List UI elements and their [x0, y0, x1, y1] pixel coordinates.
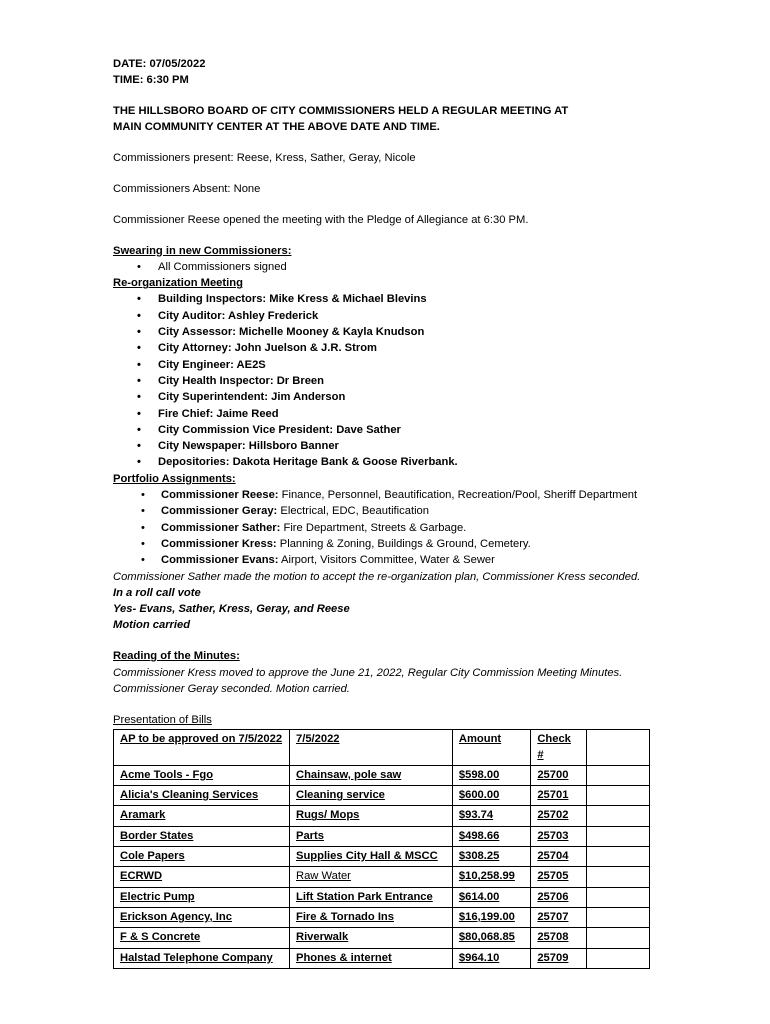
bill-amount: $308.25 [452, 847, 530, 867]
portfolio-duties: Fire Department, Streets & Garbage. [280, 521, 467, 534]
portfolio-commissioner: Commissioner Geray: [161, 505, 278, 518]
bill-amount: $614.00 [452, 887, 530, 907]
bill-vendor: ECRWD [114, 867, 290, 887]
bill-amount: $600.00 [452, 786, 530, 806]
reorg-heading: Re-organization Meeting [113, 277, 243, 290]
bill-vendor: Alicia's Cleaning Services [114, 786, 290, 806]
meeting-opening: Commissioner Reese opened the meeting with the Pledge of Allegiance at 6:30 PM. [113, 213, 529, 226]
bill-check: 25702 [531, 806, 586, 826]
bill-item: Lift Station Park Entrance [289, 887, 452, 907]
bills-header-row [114, 729, 650, 765]
portfolio-duties: Airport, Visitors Committee, Water & Sewer [278, 554, 495, 567]
bill-extra [586, 948, 649, 968]
bill-item: Raw Water [289, 867, 452, 887]
bill-extra [586, 847, 649, 867]
table-row [114, 765, 650, 785]
bill-amount: $498.66 [452, 826, 530, 846]
bill-extra [586, 786, 649, 806]
bill-check: 25705 [531, 867, 586, 887]
table-row [114, 806, 650, 826]
reorg-list [113, 291, 653, 470]
motion-carried: Motion carried [113, 619, 191, 632]
portfolio-commissioner: Commissioner Kress: [161, 537, 277, 550]
meeting-title-line1: THE HILLSBORO BOARD OF CITY COMMISSIONERS HELD A REGULAR MEETING AT [113, 105, 569, 118]
bill-vendor: Aramark [114, 806, 290, 826]
bill-amount: $80,068.85 [452, 928, 530, 948]
bill-check: 25701 [531, 786, 586, 806]
bill-extra [586, 765, 649, 785]
table-row [114, 887, 650, 907]
bill-vendor: Erickson Agency, Inc [114, 907, 290, 927]
bill-check: 25707 [531, 907, 586, 927]
bill-extra [586, 867, 649, 887]
reorg-item: • City Health Inspector: Dr Breen [113, 373, 653, 389]
portfolio-commissioner: Commissioner Evans: [161, 554, 279, 567]
vote-yes: Yes- Evans, Sather, Kress, Geray, and Reese [113, 603, 350, 616]
reorg-item: • City Newspaper: Hillsboro Banner [113, 438, 653, 454]
portfolio-duties: Electrical, EDC, Beautification [277, 505, 429, 518]
bill-item: Phones & internet [289, 948, 452, 968]
bill-vendor: F & S Concrete [114, 928, 290, 948]
bill-extra [586, 887, 649, 907]
bill-item: Supplies City Hall & MSCC [289, 847, 452, 867]
table-row [114, 847, 650, 867]
reorg-item: • City Engineer: AE2S [113, 357, 653, 373]
bill-vendor: Border States [114, 826, 290, 846]
reorg-item: • Fire Chief: Jaime Reed [113, 406, 653, 422]
portfolio-item [113, 487, 653, 503]
bill-item: Fire & Tornado Ins [289, 907, 452, 927]
bill-item: Cleaning service [289, 786, 452, 806]
table-row [114, 867, 650, 887]
portfolio-item [113, 552, 653, 568]
swearing-item: • All Commissioners signed [113, 259, 653, 275]
reorg-item: • City Superintendent: Jim Anderson [113, 389, 653, 405]
header-date: 7/5/2022 [289, 729, 452, 765]
header-check: Check # [531, 729, 586, 765]
bill-amount: $964.10 [452, 948, 530, 968]
reorg-item: • City Commission Vice President: Dave Sather [113, 422, 653, 438]
bill-extra [586, 928, 649, 948]
bill-amount: $10,258.99 [452, 867, 530, 887]
portfolio-item [113, 503, 653, 519]
reorg-item: • City Attorney: John Juelson & J.R. Strom [113, 340, 653, 356]
bills-heading: Presentation of Bills [113, 713, 212, 726]
bill-extra [586, 907, 649, 927]
bill-item: Rugs/ Mops [289, 806, 452, 826]
roll-call-vote: In a roll call vote [113, 586, 201, 599]
bill-check: 25708 [531, 928, 586, 948]
portfolio-item [113, 536, 653, 552]
header-extra [586, 729, 649, 765]
reorg-item: • City Auditor: Ashley Frederick [113, 308, 653, 324]
bill-item: Parts [289, 826, 452, 846]
portfolio-duties: Planning & Zoning, Buildings & Ground, Cemetery. [276, 537, 531, 550]
reorg-item: • Depositories: Dakota Heritage Bank & Goose Riverbank. [113, 454, 653, 470]
table-row [114, 928, 650, 948]
minutes-heading: Reading of the Minutes: [113, 650, 240, 663]
bill-vendor: Acme Tools - Fgo [114, 765, 290, 785]
commissioners-present: Commissioners present: Reese, Kress, Sather, Geray, Nicole [113, 152, 416, 165]
bill-extra [586, 806, 649, 826]
bill-item: Riverwalk [289, 928, 452, 948]
bill-check: 25709 [531, 948, 586, 968]
commissioners-absent: Commissioners Absent: None [113, 182, 261, 195]
minutes-second: Commissioner Geray seconded. Motion carried. [113, 682, 350, 695]
meeting-time: TIME: 6:30 PM [113, 74, 189, 87]
swearing-heading: Swearing in new Commissioners: [113, 244, 292, 257]
minutes-document [113, 56, 653, 969]
header-amount: Amount [452, 729, 530, 765]
reorg-item: • City Assessor: Michelle Mooney & Kayla Knudson [113, 324, 653, 340]
bill-extra [586, 826, 649, 846]
portfolio-commissioner: Commissioner Sather: [161, 521, 281, 534]
bill-vendor: Halstad Telephone Company [114, 948, 290, 968]
minutes-motion: Commissioner Kress moved to approve the June 21, 2022, Regular City Commission Meeting Minutes. [113, 666, 623, 679]
meeting-date: DATE: 07/05/2022 [113, 58, 206, 70]
bill-amount: $598.00 [452, 765, 530, 785]
portfolio-commissioner: Commissioner Reese: [161, 489, 279, 502]
portfolio-list [113, 487, 653, 568]
bills-table [113, 729, 650, 969]
reorg-motion: Commissioner Sather made the motion to accept the re-organization plan, Commissioner Kress seconded. [113, 570, 641, 583]
meeting-title-line2: MAIN COMMUNITY CENTER AT THE ABOVE DATE AND TIME. [113, 121, 440, 134]
portfolio-duties: Finance, Personnel, Beautification, Recreation/Pool, Sheriff Department [278, 489, 638, 502]
swearing-list [113, 259, 653, 275]
table-row [114, 826, 650, 846]
bill-check: 25706 [531, 887, 586, 907]
reorg-item: • Building Inspectors: Mike Kress & Michael Blevins [113, 291, 653, 307]
table-row [114, 907, 650, 927]
bill-vendor: Cole Papers [114, 847, 290, 867]
bill-check: 25703 [531, 826, 586, 846]
portfolio-item [113, 520, 653, 536]
header-vendor: AP to be approved on 7/5/2022 [114, 729, 290, 765]
table-row [114, 786, 650, 806]
bill-amount: $93.74 [452, 806, 530, 826]
bill-check: 25704 [531, 847, 586, 867]
bill-check: 25700 [531, 765, 586, 785]
bill-vendor: Electric Pump [114, 887, 290, 907]
bill-amount: $16,199.00 [452, 907, 530, 927]
portfolio-heading: Portfolio Assignments: [113, 472, 236, 485]
bill-item: Chainsaw, pole saw [289, 765, 452, 785]
table-row [114, 948, 650, 968]
